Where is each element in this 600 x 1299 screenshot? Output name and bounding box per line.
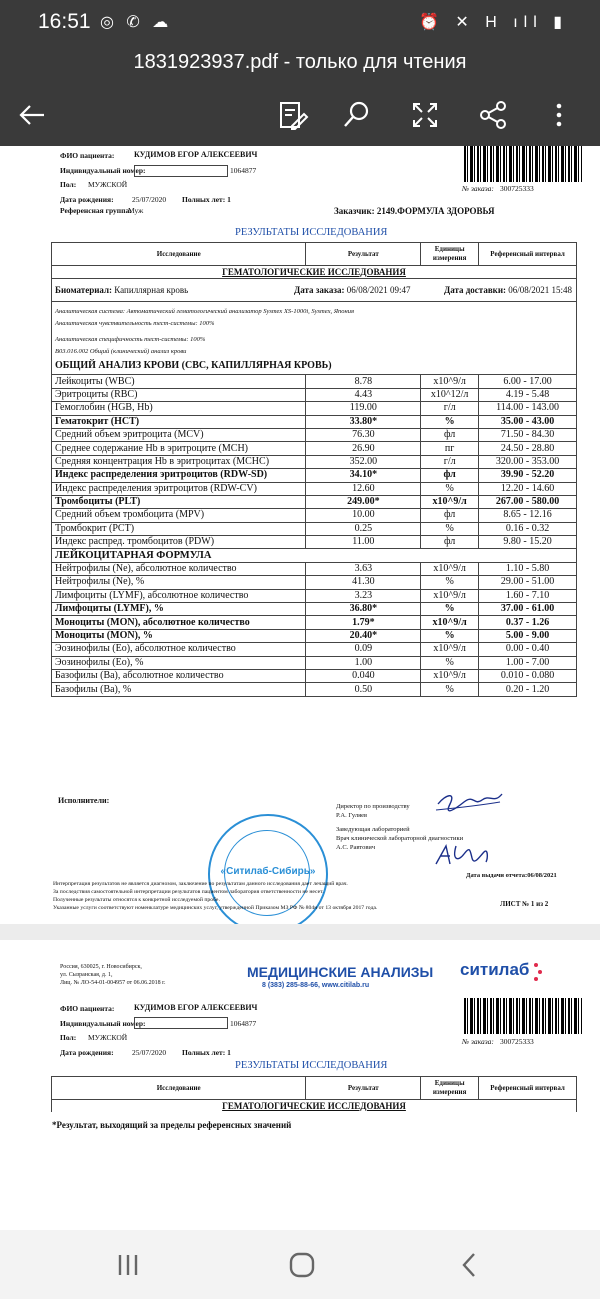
test-result: 11.00 [306, 536, 421, 549]
recent-apps-icon[interactable] [108, 1250, 148, 1280]
ref-group-value: Муж [128, 206, 144, 215]
test-name: Эритроциты (RBC) [52, 388, 306, 401]
test-reference: 5.00 - 9.00 [479, 629, 577, 642]
customer: Заказчик: 2149.ФОРМУЛА ЗДОРОВЬЯ [334, 206, 495, 216]
test-result: 26.90 [306, 442, 421, 455]
ref-group-label: Референсная группа: [60, 206, 132, 215]
barcode [464, 998, 582, 1034]
test-name: Нейтрофилы (Ne), абсолютное количество [52, 562, 306, 575]
test-result: 8.78 [306, 375, 421, 388]
test-unit: x10^12/л [421, 388, 479, 401]
test-name: Гематокрит (HCT) [52, 415, 306, 428]
test-reference: 0.16 - 0.32 [479, 522, 577, 535]
test-result: 10.00 [306, 509, 421, 522]
section-row [52, 266, 577, 279]
back-arrow-icon[interactable] [14, 96, 52, 134]
patient-name: КУДИМОВ ЕГОР АЛЕКСЕЕВИЧ [134, 150, 258, 159]
header-cell: Референсный интервал [479, 1077, 577, 1100]
note-line: Аналитическая специфичность тест-системы: 100% [55, 336, 206, 344]
id-value: 1064877 [230, 166, 257, 175]
toolbar [0, 84, 600, 146]
search-icon[interactable] [338, 96, 376, 134]
clock: 16:51 [38, 10, 91, 33]
order-label: № заказа: [462, 184, 494, 193]
table-row [52, 402, 577, 415]
citilab-logo: ситилаб [460, 960, 530, 979]
subsection-row [52, 549, 577, 562]
fullscreen-icon[interactable] [406, 96, 444, 134]
test-reference: 8.65 - 12.16 [479, 509, 577, 522]
test-result: 352.00 [306, 455, 421, 468]
test-reference: 0.00 - 0.40 [479, 643, 577, 656]
test-name: Гемоглобин (HGB, Hb) [52, 402, 306, 415]
test-name: Индекс распределения эритроцитов (RDW-SD) [52, 469, 306, 482]
table-row [52, 536, 577, 549]
order-label: № заказа: [462, 1037, 494, 1046]
test-name: Индекс распределения эритроцитов (RDW-CV) [52, 482, 306, 495]
test-unit: % [421, 603, 479, 616]
results-title: РЕЗУЛЬТАТЫ ИССЛЕДОВАНИЯ [235, 1060, 388, 1071]
test-name: Тромбоциты (PLT) [52, 495, 306, 508]
test-reference: 12.20 - 14.60 [479, 482, 577, 495]
test-name: Эозинофилы (Eo), % [52, 656, 306, 669]
table-row [52, 643, 577, 656]
test-result: 33.80* [306, 415, 421, 428]
table-row [52, 482, 577, 495]
header-cell: Исследование [52, 1077, 306, 1100]
header-cell: Исследование [52, 243, 306, 266]
test-unit: фл [421, 428, 479, 441]
id-label: Индивидуальный номер: [60, 166, 146, 175]
test-reference: 71.50 - 84.30 [479, 428, 577, 441]
table-row [52, 589, 577, 602]
test-result: 76.30 [306, 428, 421, 441]
id-box [134, 165, 228, 177]
table-row [52, 442, 577, 455]
table-row [52, 669, 577, 682]
test-result: 41.30 [306, 576, 421, 589]
test-reference: 37.00 - 61.00 [479, 603, 577, 616]
director-signature [430, 786, 510, 816]
header-cell: Единицы измерения [421, 243, 479, 266]
table-row [52, 428, 577, 441]
leukocyte-formula-title: ЛЕЙКОЦИТАРНАЯ ФОРМУЛА [52, 549, 577, 562]
sex-label: Пол: [60, 1033, 77, 1042]
test-name: Лимфоциты (LYMF), % [52, 603, 306, 616]
test-name: Средняя концентрация Hb в эритроцитах (MCHC) [52, 455, 306, 468]
brand-title: МЕДИЦИНСКИЕ АНАЛИЗЫ [247, 964, 434, 980]
pdf-page-2 [0, 940, 600, 1230]
test-name: Базофилы (Ba), абсолютное количество [52, 669, 306, 682]
document-title: 1831923937.pdf - только для чтения [0, 44, 600, 84]
sex-value: МУЖСКОЙ [88, 180, 128, 189]
header-cell: Референсный интервал [479, 243, 577, 266]
system-icons: ⏰ ✕ H ıll ▮ [418, 14, 568, 31]
test-result: 0.50 [306, 683, 421, 696]
test-unit: фл [421, 469, 479, 482]
id-box [134, 1017, 228, 1029]
test-unit: % [421, 522, 479, 535]
lab-head-signature [430, 838, 510, 868]
test-reference: 1.60 - 7.10 [479, 589, 577, 602]
test-result: 3.63 [306, 562, 421, 575]
test-unit: % [421, 656, 479, 669]
test-name: Лейкоциты (WBC) [52, 375, 306, 388]
section-title: ГЕМАТОЛОГИЧЕСКИЕ ИССЛЕДОВАНИЯ [52, 266, 577, 279]
test-name: Моноциты (MON), % [52, 629, 306, 642]
test-name: Средний объем эритроцита (MCV) [52, 428, 306, 441]
test-reference: 1.00 - 7.00 [479, 656, 577, 669]
order-value: 300725333 [500, 184, 534, 193]
section-row [52, 1100, 577, 1113]
test-reference: 1.10 - 5.80 [479, 562, 577, 575]
test-unit: x10^9/л [421, 669, 479, 682]
cbc-title: ОБЩИЙ АНАЛИЗ КРОВИ (CBC, КАПИЛЛЯРНАЯ КРОВЬ) [55, 360, 332, 372]
notes-row [52, 302, 577, 375]
director-name: Р.А. Гуляев [336, 812, 368, 819]
test-unit: x10^9/л [421, 375, 479, 388]
test-result: 0.25 [306, 522, 421, 535]
table-row [52, 616, 577, 629]
results-title: РЕЗУЛЬТАТЫ ИССЛЕДОВАНИЯ [235, 227, 388, 238]
biomaterial-label: Биоматериал: [55, 285, 113, 296]
table-row [52, 455, 577, 468]
table-row [52, 629, 577, 642]
test-reference: 24.50 - 28.80 [479, 442, 577, 455]
test-reference: 9.80 - 15.20 [479, 536, 577, 549]
test-reference: 4.19 - 5.48 [479, 388, 577, 401]
test-unit: x10^9/л [421, 589, 479, 602]
test-name: Тромбокрит (PCT) [52, 522, 306, 535]
test-name: Нейтрофилы (Ne), % [52, 576, 306, 589]
test-unit: фл [421, 536, 479, 549]
director-title: Директор по производству [336, 803, 410, 810]
test-result: 34.10* [306, 469, 421, 482]
lab-seal [208, 814, 328, 934]
table-row [52, 683, 577, 696]
test-result: 20.40* [306, 629, 421, 642]
test-unit: x10^9/л [421, 495, 479, 508]
test-name: Индекс распред. тромбоцитов (PDW) [52, 536, 306, 549]
biomaterial-row [52, 279, 577, 302]
test-unit: x10^9/л [421, 643, 479, 656]
address-line: Лиц. № ЛО-54-01-004957 от 06.06.2018 г. [60, 980, 166, 986]
patient-label: ФИО пациента: [60, 151, 115, 160]
test-result: 1.79* [306, 616, 421, 629]
table-row [52, 656, 577, 669]
header-cell: Единицы измерения [421, 1077, 479, 1100]
test-unit: г/л [421, 455, 479, 468]
page-gap [0, 924, 600, 940]
test-reference: 39.90 - 52.20 [479, 469, 577, 482]
test-unit: г/л [421, 402, 479, 415]
navigation-bar [0, 1230, 600, 1299]
table-row [52, 495, 577, 508]
age-label: Полных лет: 1 [182, 195, 231, 204]
note-line: В03.016.002 Общий (клинический) анализ крови [55, 348, 187, 356]
test-reference: 6.00 - 17.00 [479, 375, 577, 388]
biomaterial-value: Капиллярная кровь [114, 285, 189, 296]
test-name: Лимфоциты (LYMF), абсолютное количество [52, 589, 306, 602]
test-result: 0.040 [306, 669, 421, 682]
test-reference: 0.20 - 1.20 [479, 683, 577, 696]
back-icon[interactable] [450, 1250, 490, 1280]
test-result: 1.00 [306, 656, 421, 669]
test-name: Эозинофилы (Eo), абсолютное количество [52, 643, 306, 656]
test-result: 249.00* [306, 495, 421, 508]
issue-date: Дата выдачи отчета:06/08/2021 [466, 872, 557, 879]
table-row [52, 509, 577, 522]
test-result: 3.23 [306, 589, 421, 602]
table-row [52, 576, 577, 589]
home-icon[interactable] [282, 1250, 322, 1280]
address-line: ул. Сызранская, д. 1, [60, 972, 113, 978]
pdf-page-1 [0, 146, 600, 924]
id-label: Индивидуальный номер: [60, 1019, 146, 1028]
lab-head-title: Заведующая лабораторией [336, 826, 410, 833]
lab-head-position: Врач клинической лабораторной диагностики [336, 835, 464, 842]
test-unit: % [421, 415, 479, 428]
order-value: 300725333 [500, 1037, 534, 1046]
test-reference: 35.00 - 43.00 [479, 415, 577, 428]
disclaimer-line: За последствия самостоятельной интерпретации результатов пациентом лаборатория ответственности не несет. [53, 889, 324, 895]
table-header [52, 1077, 577, 1100]
birth-label: Дата рождения: [60, 1048, 114, 1057]
footnote: *Результат, выходящий за пределы референсных значений [52, 1120, 292, 1130]
age-label: Полных лет: 1 [182, 1048, 231, 1057]
sheet-number: ЛИСТ № 1 из 2 [500, 900, 549, 908]
test-result: 12.60 [306, 482, 421, 495]
disclaimer-line: Интерпретация результатов не является диагнозом, заключение по результатам данного исследования дает лечащий врач. [53, 881, 348, 887]
seal-center-text: «Ситилаб-Сибирь» [220, 866, 316, 877]
test-reference: 114.00 - 143.00 [479, 402, 577, 415]
test-result: 36.80* [306, 603, 421, 616]
order-date-value: 06/08/2021 09:47 [346, 285, 411, 296]
disclaimer-line: Полученные результаты относятся к конкретной исследуемой пробе. [53, 897, 220, 903]
table-row [52, 388, 577, 401]
test-reference: 0.010 - 0.080 [479, 669, 577, 682]
barcode [464, 146, 582, 182]
birth-value: 25/07/2020 [132, 1048, 167, 1057]
table-row [52, 469, 577, 482]
patient-name: КУДИМОВ ЕГОР АЛЕКСЕЕВИЧ [134, 1003, 258, 1012]
test-reference: 267.00 - 580.00 [479, 495, 577, 508]
test-name: Базофилы (Ba), % [52, 683, 306, 696]
test-unit: % [421, 683, 479, 696]
status-bar [0, 0, 600, 44]
sex-label: Пол: [60, 180, 77, 189]
notification-icons: ◎ ✆ ☁ [100, 14, 173, 31]
test-unit: % [421, 629, 479, 642]
test-unit: x10^9/л [421, 616, 479, 629]
table-row [52, 522, 577, 535]
section-title: ГЕМАТОЛОГИЧЕСКИЕ ИССЛЕДОВАНИЯ [52, 1100, 577, 1113]
test-result: 119.00 [306, 402, 421, 415]
test-result: 4.43 [306, 388, 421, 401]
sex-value: МУЖСКОЙ [88, 1033, 128, 1042]
disclaimer-line: Указанные услуги соответствуют номенклатуре медицинских услуг, утвержденной Приказом МЗ РФ № 804н от 13 октября 2017 года. [53, 905, 378, 911]
lab-head-name: А.С. Равтович [336, 844, 376, 851]
table-row [52, 415, 577, 428]
birth-value: 25/07/2020 [132, 195, 167, 204]
header-cell: Результат [306, 1077, 421, 1100]
table-row [52, 375, 577, 388]
test-reference: 29.00 - 51.00 [479, 576, 577, 589]
address-line: Россия, 630025, г. Новосибирск, [60, 964, 142, 970]
order-date-label: Дата заказа: [294, 285, 345, 296]
test-name: Средний объем тромбоцита (MPV) [52, 509, 306, 522]
header-cell: Результат [306, 243, 421, 266]
birth-label: Дата рождения: [60, 195, 114, 204]
share-icon[interactable] [474, 96, 512, 134]
table-row [52, 562, 577, 575]
table-row [52, 603, 577, 616]
test-name: Моноциты (MON), абсолютное количество [52, 616, 306, 629]
executors-label: Исполнители: [58, 796, 110, 805]
note-line: Аналитическая чувствительность тест-системы: 100% [55, 320, 215, 328]
test-result: 0.09 [306, 643, 421, 656]
note-line: Аналитическая система: Автоматический гематологический анализатор Sysmex XS-1000i, Sysmex, Япония [55, 308, 355, 316]
test-reference: 0.37 - 1.26 [479, 616, 577, 629]
test-unit: % [421, 576, 479, 589]
patient-label: ФИО пациента: [60, 1004, 115, 1013]
delivery-date-label: Дата доставки: [444, 285, 507, 296]
edit-document-icon[interactable] [272, 96, 310, 134]
results-table-2 [51, 1076, 577, 1112]
delivery-date-value: 06/08/2021 15:48 [508, 285, 573, 296]
test-unit: пг [421, 442, 479, 455]
brand-phone: 8 (383) 285-88-66, www.citilab.ru [262, 982, 370, 989]
test-unit: фл [421, 509, 479, 522]
id-value: 1064877 [230, 1019, 257, 1028]
results-table [51, 242, 577, 697]
test-unit: x10^9/л [421, 562, 479, 575]
test-reference: 320.00 - 353.00 [479, 455, 577, 468]
table-header [52, 243, 577, 266]
more-options-icon[interactable] [544, 96, 574, 134]
test-name: Среднее содержание Hb в эритроците (MCH) [52, 442, 306, 455]
logo-dots-icon [532, 962, 544, 982]
test-unit: % [421, 482, 479, 495]
